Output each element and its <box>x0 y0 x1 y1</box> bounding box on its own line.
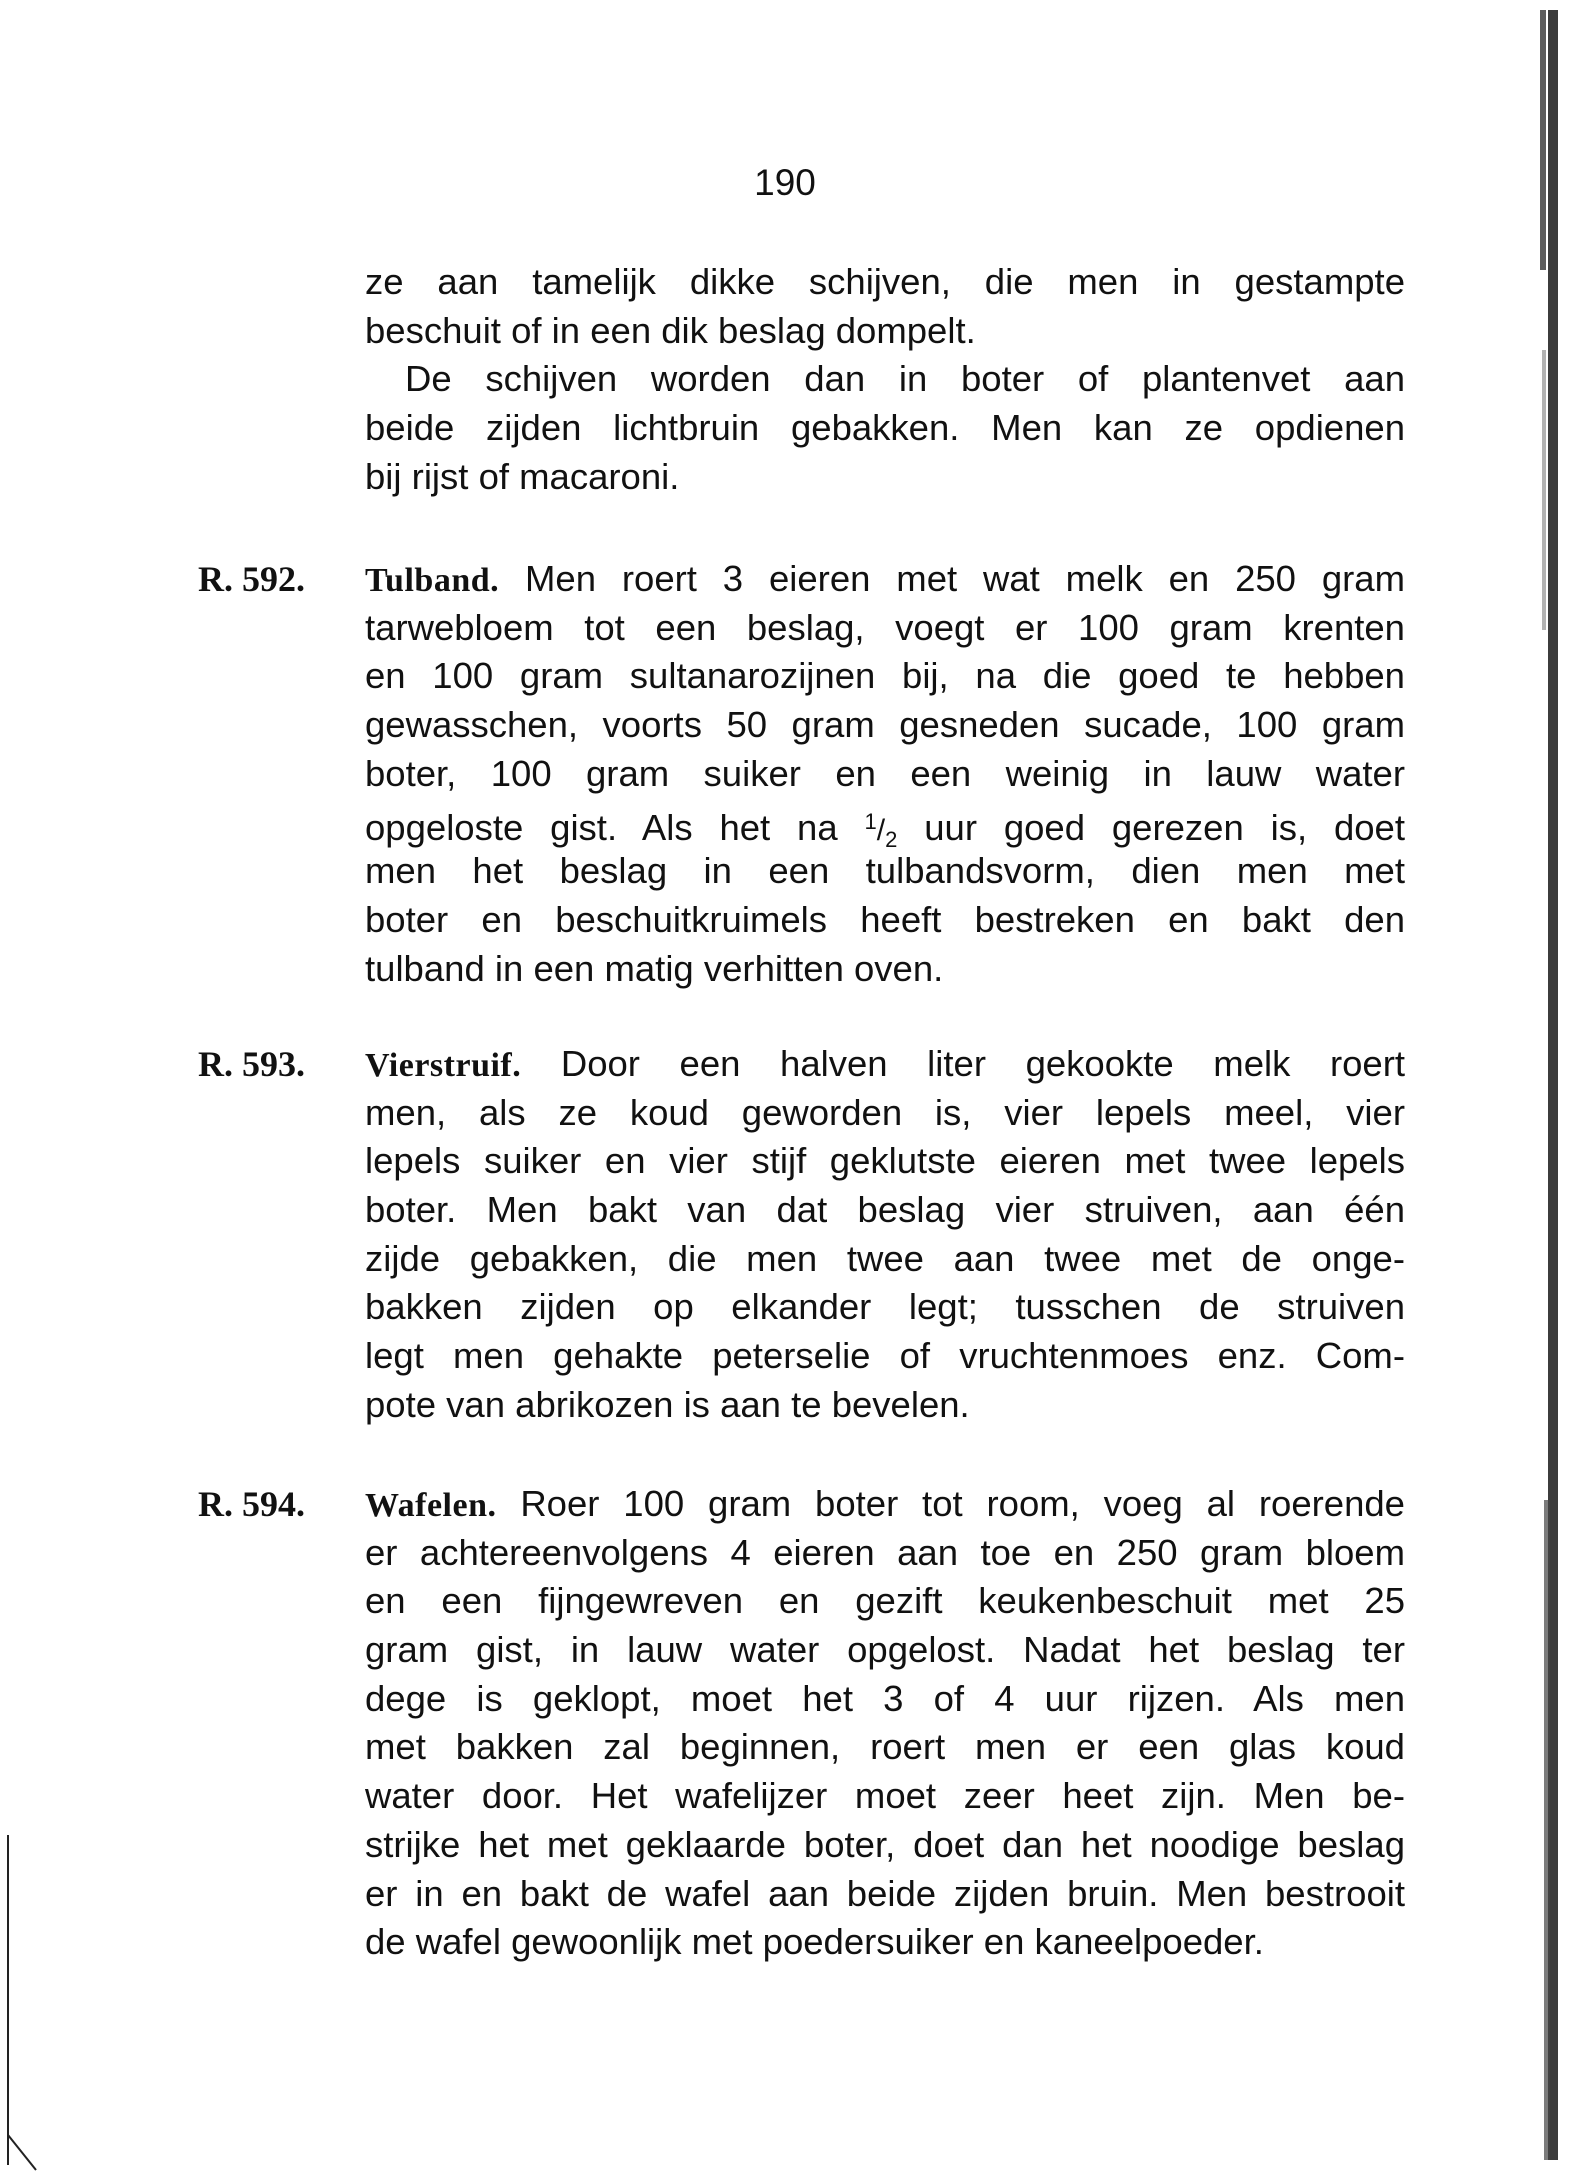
text-line: bakken zijden op elkander legt; tusschen de struiven <box>365 1286 1405 1328</box>
text-line: lepels suiker en vier stijf geklutste eieren met twee lepels <box>365 1140 1405 1182</box>
text-line: water door. Het wafelijzer moet zeer heet zijn. Men be- <box>365 1775 1405 1817</box>
text-segment: uur goed gerezen is, doet <box>924 807 1405 849</box>
text-line: men, als ze koud geworden is, vier lepels meel, vier <box>365 1091 1405 1133</box>
recipe-title: Vierstruif. <box>365 1047 522 1084</box>
text-line: ze aan tamelijk dikke schijven, die men in gestampte <box>365 261 1405 302</box>
text-line: legt men gehakte peterselie of vruchtenmoes enz. Com- <box>365 1335 1405 1377</box>
recipe-title: Tulband. <box>365 562 500 599</box>
text-line: zijde gebakken, die men twee aan twee met de onge- <box>365 1237 1405 1279</box>
text-line: de wafel gewoonlijk met poedersuiker en kaneelpoeder. <box>365 1921 1264 1963</box>
text-line: boter en beschuitkruimels heeft bestreken en bakt den <box>365 898 1405 940</box>
text-line: Door een halven liter gekookte melk roert <box>560 1043 1405 1084</box>
text-line: strijke het met geklaarde boter, doet dan het noodige beslag <box>365 1823 1405 1865</box>
text-line: boter. Men bakt van dat beslag vier struiven, aan één <box>365 1189 1405 1231</box>
text-line: tarwebloem tot een beslag, voegt er 100 gram krenten <box>365 606 1405 648</box>
recipe-label: R. 592. <box>198 559 305 599</box>
recipe-vierstruif <box>365 1040 1405 1430</box>
binding-edge-right <box>1520 0 1570 2175</box>
text-line: en 100 gram sultanarozijnen bij, na die goed te hebben <box>365 655 1405 697</box>
recipe-tulband <box>365 555 1405 993</box>
text-line: bij rijst of macaroni. <box>365 455 680 497</box>
text-line: met bakken zal beginnen, roert men er een glas koud <box>365 1726 1405 1768</box>
text-line: gewasschen, voorts 50 gram gesneden sucade, 100 gram <box>365 704 1405 746</box>
text-line: tulband in een matig verhitten oven. <box>365 947 944 989</box>
text-line: er achtereenvolgens 4 eieren aan toe en 250 gram bloem <box>365 1531 1405 1573</box>
binding-edge-left <box>0 1835 40 2175</box>
recipe-label: R. 593. <box>198 1044 305 1084</box>
text-line: De schijven worden dan in boter of plantenvet aan <box>405 358 1405 400</box>
text-segment: opgeloste gist. Als het na <box>365 807 838 849</box>
fraction-denominator: 2 <box>885 827 898 853</box>
text-line: beschuit of in een dik beslag dompelt. <box>365 309 976 351</box>
fraction-one-half: $^1/_2$ <box>864 809 898 853</box>
text-line: gram gist, in lauw water opgelost. Nadat het beslag ter <box>365 1629 1405 1671</box>
recipe-wafelen <box>365 1480 1405 1967</box>
fraction-line <box>365 798 1405 853</box>
recipe-label: R. 594. <box>198 1484 305 1524</box>
text-line: er in en bakt de wafel aan beide zijden bruin. Men bestrooit <box>365 1872 1405 1914</box>
text-line: pote van abrikozen is aan te bevelen. <box>365 1383 970 1425</box>
text-line: boter, 100 gram suiker en een weinig in lauw water <box>365 752 1405 794</box>
intro-paragraph <box>365 258 1405 501</box>
text-line: Men roert 3 eieren met wat melk en 250 gram <box>525 558 1405 599</box>
recipe-title: Wafelen. <box>365 1487 497 1524</box>
fraction-numerator: 1 <box>864 809 877 835</box>
text-line: en een fijngewreven en gezift keukenbeschuit met 25 <box>365 1580 1405 1622</box>
text-line: men het beslag in een tulbandsvorm, dien men met <box>365 850 1405 892</box>
text-line: beide zijden lichtbruin gebakken. Men kan ze opdienen <box>365 407 1405 449</box>
text-line: Roer 100 gram boter tot room, voeg al roerende <box>520 1483 1405 1524</box>
text-line: dege is geklopt, moet het 3 of 4 uur rijzen. Als men <box>365 1677 1405 1719</box>
page-number: 190 <box>754 162 816 203</box>
